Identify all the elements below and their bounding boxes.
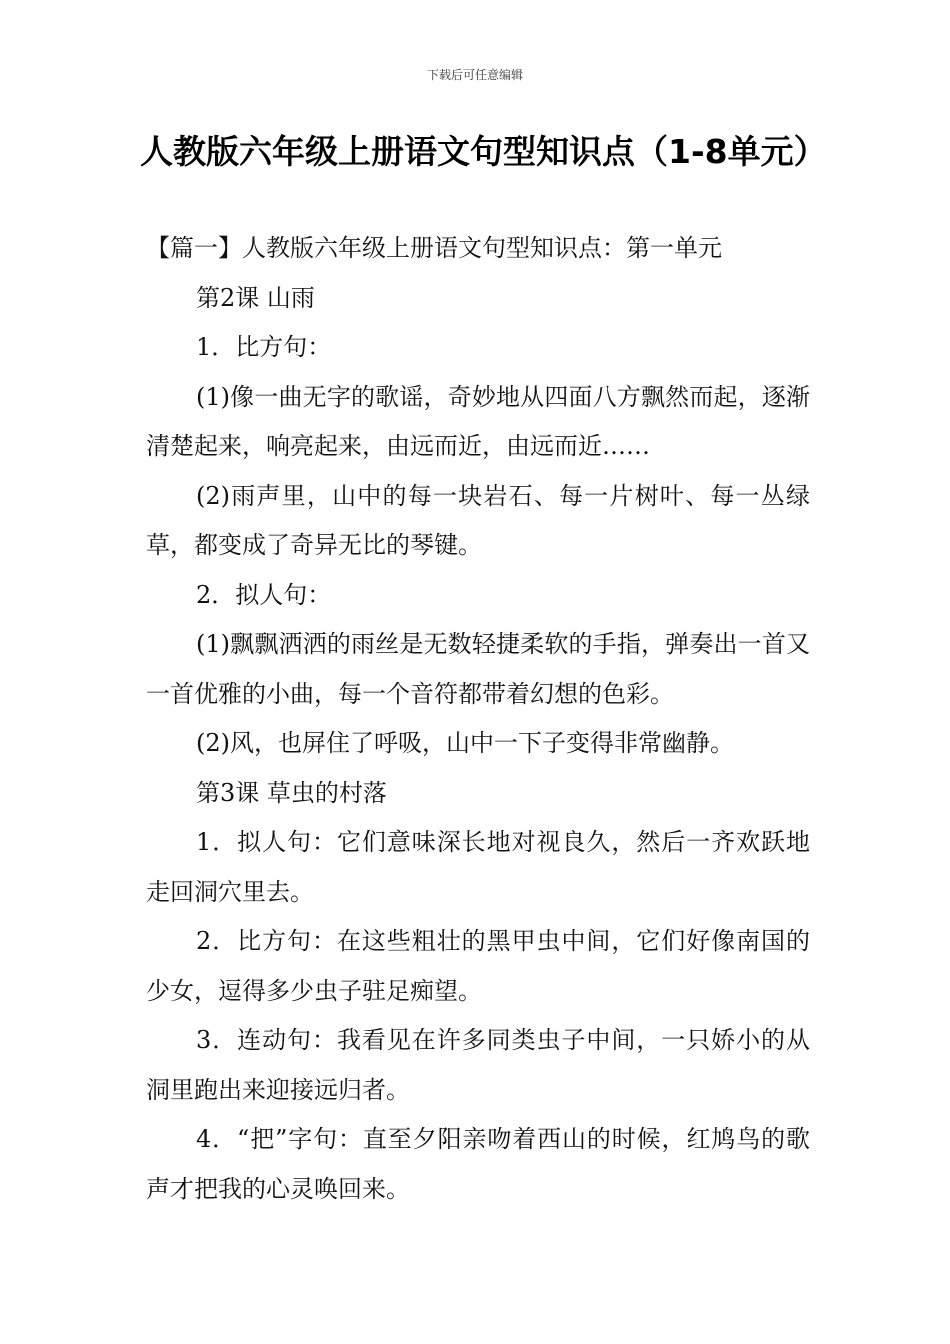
example-sentence: 2．比方句：在这些粗壮的黑甲虫中间，它们好像南国的少女，逗得多少虫子驻足痴望。 <box>146 927 810 1005</box>
section-heading: 【篇一】人教版六年级上册语文句型知识点：第一单元 <box>146 234 722 262</box>
document-title: 人教版六年级上册语文句型知识点（1-8单元） <box>140 132 827 171</box>
lesson-heading: 第2课 山雨 <box>196 283 315 312</box>
example-sentence: (1)像一曲无字的歌谣，奇妙地从四面八方飘然而起，逐渐清楚起来，响亮起来，由远而近，由远而近…… <box>146 382 810 460</box>
sentence-type-heading: 2．拟人句： <box>196 580 332 609</box>
document-body <box>146 224 810 1214</box>
sentence-type-heading: 1．比方句： <box>196 333 332 361</box>
example-sentence: 4．“把”字句：直至夕阳亲吻着西山的时候，红鸠鸟的歌声才把我的心灵唤回来。 <box>146 1125 810 1203</box>
page-header: 下载后可任意编辑 <box>426 68 523 82</box>
example-sentence: (1)飘飘洒洒的雨丝是无数轻捷柔软的手指，弹奏出一首又一首优雅的小曲，每一个音符都带着幻想的色彩。 <box>146 630 810 708</box>
example-sentence: (2)风，也屏住了呼吸，山中一下子变得非常幽静。 <box>196 729 734 757</box>
example-sentence: 3．连动句：我看见在许多同类虫子中间，一只娇小的从洞里跑出来迎接远归者。 <box>146 1026 810 1104</box>
example-sentence: (2)雨声里，山中的每一块岩石、每一片树叶、每一丛绿草，都变成了奇异无比的琴键。 <box>146 481 810 559</box>
example-sentence: 1．拟人句：它们意味深长地对视良久，然后一齐欢跃地走回洞穴里去。 <box>146 828 810 906</box>
lesson-heading: 第3课 草虫的村落 <box>196 778 387 807</box>
